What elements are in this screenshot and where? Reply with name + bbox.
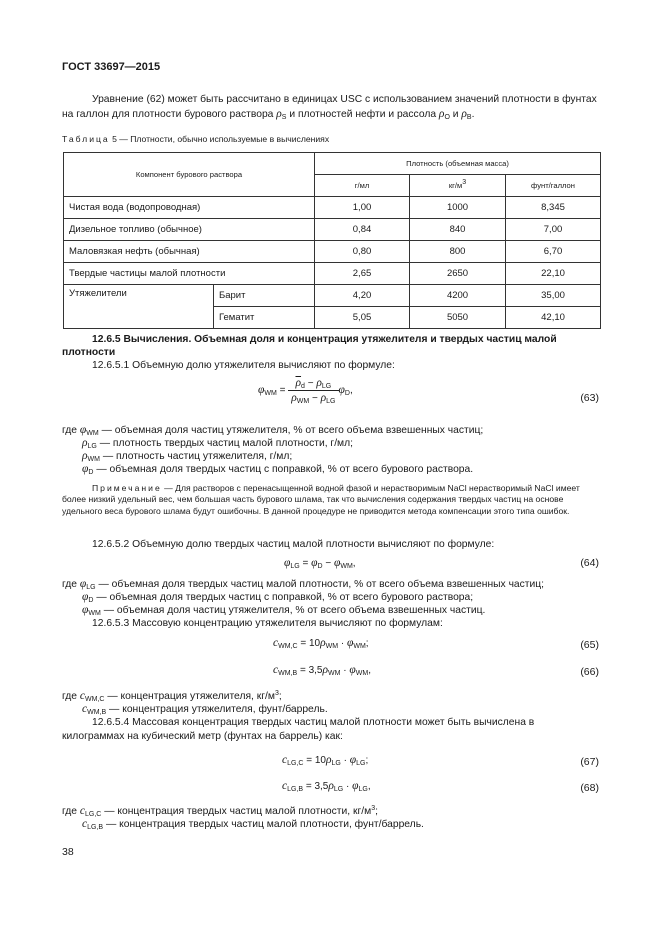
eq-number-67: (67) (580, 756, 599, 768)
unit-kgm3: $кг/м^3$ (410, 175, 506, 197)
row-name: Дизельное топливо (обычное) (64, 219, 315, 241)
cell: 0,80 (315, 241, 410, 263)
page-number: 38 (62, 846, 74, 858)
cell: 42,10 (506, 307, 601, 329)
eq-number-64: (64) (580, 557, 599, 569)
cell: 35,00 (506, 285, 601, 307)
cell: 22,10 (506, 263, 601, 285)
eq-number-65: (65) (580, 639, 599, 651)
cell: 2,65 (315, 263, 410, 285)
def-rho-lg: $\rho_{LG}$ — плотность твердых частиц малой плотности, г/мл; (82, 437, 353, 450)
equation-68: $c_{LG,B} = 3,5\rho_{LG} \cdot \varphi_{LG}$, (282, 780, 371, 793)
def-c-wmb: $c_{WM,B}$ — концентрация утяжелителя, фунт/баррель. (82, 703, 328, 716)
para-12-6-5-1: 12.6.5.1 Объемную долю утяжелителя вычисляют по формуле: (92, 360, 395, 371)
density-table (63, 152, 601, 329)
equation-67: $c_{LG,C} = 10\rho_{LG} \cdot \varphi_{LG}$; (282, 754, 369, 767)
para-12-6-5-4: 12.6.5.4 Массовая концентрация твердых частиц малой плотности может быть вычислена в килограммах на кубический метр (фунтах на баррель) как: (62, 717, 535, 742)
unit-lbgal: фунт/галлон (506, 175, 601, 197)
intro-paragraph: Уравнение (62) может быть рассчитано в единицах USC с использованием значений плотности в фунтах на галлон для плотности бурового раствора $\rho_S$ и плотностей нефти и рассола $\rho_O$ и $\rho_B$. (62, 94, 597, 121)
para-12-6-5-2: 12.6.5.2 Объемную долю твердых частиц малой плотности вычисляют по формуле: (92, 539, 495, 550)
unit-gml: г/мл (315, 175, 410, 197)
equation-65: $c_{WM,C} = 10\rho_{WM} \cdot \varphi_{WM}$; (273, 637, 369, 650)
equation-63: $\varphi_{WM}$ = $\frac{\overline{\rho}_d - \rho_{LG}}{\rho_{WM} - \rho_{LG}}$ $\varphi_D$, (258, 377, 353, 405)
def-c-lgc: где $c_{LG,C}$ — концентрация твердых частиц малой плотности, $кг/м^3$; (62, 805, 378, 818)
section-title: 12.6.5 Вычисления. Объемная доля и концентрация утяжелителя и твердых частиц малой плотности (62, 334, 557, 358)
group-name: Утяжелители (64, 285, 214, 329)
equation-66: $c_{WM,B} = 3,5\rho_{WM} \cdot \varphi_{WM}$, (273, 664, 371, 677)
para-12-6-5-3: 12.6.5.3 Массовую концентрацию утяжелителя вычисляют по формулам: (92, 618, 443, 629)
cell: 800 (410, 241, 506, 263)
equation-64: $\varphi_{LG} = \varphi_D - \varphi_{WM}$, (284, 557, 356, 570)
cell: 1000 (410, 197, 506, 219)
cell: 7,00 (506, 219, 601, 241)
cell: 8,345 (506, 197, 601, 219)
cell: 2650 (410, 263, 506, 285)
def-phi-lg: где $\varphi_{LG}$ — объемная доля твердых частиц малой плотности, % от всего объема взвешенных частиц; (62, 578, 545, 591)
def-phi-wm-2: $\varphi_{WM}$ — объемная доля частиц утяжелителя, % от всего объема взвешенных частиц. (82, 604, 486, 617)
def-rho-wm: $\rho_{WM}$ — плотность частиц утяжелителя, г/мл; (82, 450, 293, 463)
cell: 5050 (410, 307, 506, 329)
table-caption: Таблица 5 — Плотности, обычно используемые в вычислениях (62, 134, 330, 144)
def-phi-d: $\varphi_D$ — объемная доля твердых частиц с поправкой, % от всего бурового раствора. (82, 463, 474, 476)
eq-number-68: (68) (580, 782, 599, 794)
eq-number-63: (63) (580, 392, 599, 404)
cell: 840 (410, 219, 506, 241)
def-phi-wm: где $\varphi_{WM}$ — объемная доля частиц утяжелителя, % от всего объема взвешенных частиц; (62, 424, 484, 437)
document-header: ГОСТ 33697—2015 (62, 61, 161, 73)
cell: 0,84 (315, 219, 410, 241)
row-name: Барит (214, 285, 315, 307)
cell: 4,20 (315, 285, 410, 307)
note: Примечание — Для растворов с перенасыщенной водной фазой и нерастворимым NaCl нерастворимый NaCl имеет более низкий удельный вес, чем большая часть бурового шлама, так что вычисления содержания твердых частиц на основе удельного веса бурового шлама будут ошибочны. В данной процедуре не приводится метода компенсации этого типа ошибок. (62, 483, 580, 516)
cell: 1,00 (315, 197, 410, 219)
row-name: Гематит (214, 307, 315, 329)
cell: 4200 (410, 285, 506, 307)
row-name: Чистая вода (водопроводная) (64, 197, 315, 219)
def-c-wmc: где $c_{WM,C}$ — концентрация утяжелителя, $кг/м^3$; (62, 690, 282, 703)
header-component: Компонент бурового раствора (64, 153, 315, 197)
def-c-lgb: $c_{LG,B}$ — концентрация твердых частиц малой плотности, фунт/баррель. (82, 818, 424, 831)
cell: 6,70 (506, 241, 601, 263)
row-name: Маловязкая нефть (обычная) (64, 241, 315, 263)
eq-number-66: (66) (580, 666, 599, 678)
cell: 5,05 (315, 307, 410, 329)
header-density: Плотность (объемная масса) (315, 153, 601, 175)
def-phi-d-2: $\varphi_D$ — объемная доля твердых частиц с поправкой, % от всего бурового раствора; (82, 591, 474, 604)
row-name: Твердые частицы малой плотности (64, 263, 315, 285)
